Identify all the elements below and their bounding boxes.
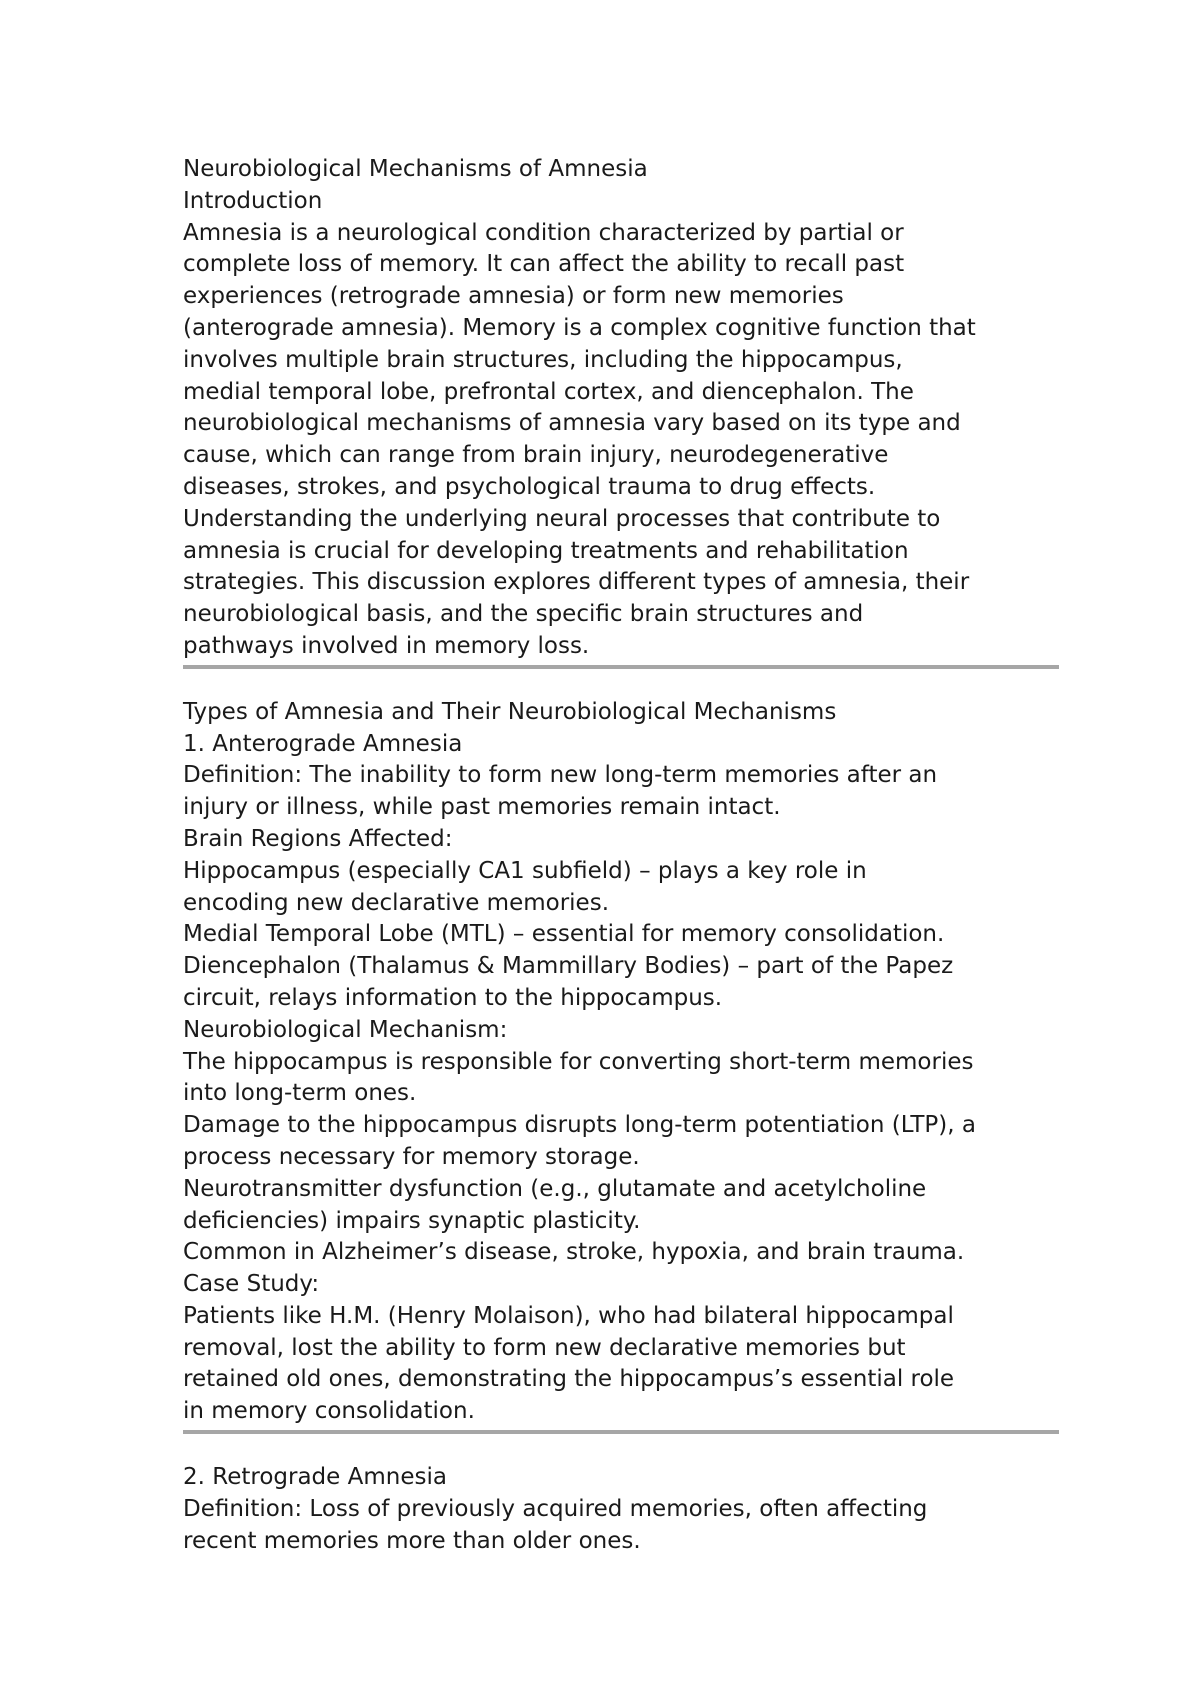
types-section bbox=[183, 697, 1063, 1428]
body-line: Neurobiological Mechanism: bbox=[183, 1016, 508, 1043]
intro-line: medial temporal lobe, prefrontal cortex, and diencephalon. The bbox=[183, 378, 914, 405]
intro-line: strategies. This discussion explores different types of amnesia, their bbox=[183, 569, 970, 596]
body-line: Common in Alzheimer’s disease, stroke, hypoxia, and brain trauma. bbox=[183, 1239, 965, 1266]
subsection-heading: 2. Retrograde Amnesia bbox=[183, 1464, 447, 1491]
body-line: in memory consolidation. bbox=[183, 1398, 475, 1425]
body-line: retained old ones, demonstrating the hippocampus’s essential role bbox=[183, 1366, 955, 1393]
intro-line: complete loss of memory. It can affect the ability to recall past bbox=[183, 251, 905, 278]
body-line: removal, lost the ability to form new declarative memories but bbox=[183, 1334, 906, 1361]
section-gap bbox=[183, 1434, 1063, 1462]
document-page bbox=[183, 154, 1063, 1557]
intro-heading: Introduction bbox=[183, 187, 323, 214]
intro-line: (anterograde amnesia). Memory is a complex cognitive function that bbox=[183, 314, 976, 341]
body-line: into long-term ones. bbox=[183, 1080, 417, 1107]
intro-line: amnesia is crucial for developing treatments and rehabilitation bbox=[183, 537, 909, 564]
body-line: Patients like H.M. (Henry Molaison), who had bilateral hippocampal bbox=[183, 1302, 954, 1329]
body-line: Diencephalon (Thalamus & Mammillary Bodies) – part of the Papez bbox=[183, 953, 954, 980]
subsection-heading: 1. Anterograde Amnesia bbox=[183, 730, 463, 757]
intro-line: involves multiple brain structures, including the hippocampus, bbox=[183, 346, 903, 373]
intro-line: diseases, strokes, and psychological trauma to drug effects. bbox=[183, 473, 876, 500]
body-line: circuit, relays information to the hippocampus. bbox=[183, 984, 723, 1011]
intro-line: neurobiological basis, and the specific brain structures and bbox=[183, 601, 864, 628]
document-title: Neurobiological Mechanisms of Amnesia bbox=[183, 156, 648, 182]
section-heading: Types of Amnesia and Their Neurobiological Mechanisms bbox=[183, 698, 837, 725]
body-line: Hippocampus (especially CA1 subfield) – plays a key role in bbox=[183, 857, 867, 884]
intro-section bbox=[183, 154, 1063, 663]
body-line: Definition: The inability to form new long-term memories after an bbox=[183, 762, 938, 789]
intro-line: Understanding the underlying neural processes that contribute to bbox=[183, 505, 941, 532]
body-line: process necessary for memory storage. bbox=[183, 1143, 640, 1170]
section-gap bbox=[183, 669, 1063, 697]
body-line: encoding new declarative memories. bbox=[183, 889, 610, 916]
intro-line: experiences (retrograde amnesia) or form new memories bbox=[183, 283, 844, 310]
body-line: injury or illness, while past memories remain intact. bbox=[183, 794, 781, 821]
intro-line: cause, which can range from brain injury, neurodegenerative bbox=[183, 442, 889, 469]
body-line: The hippocampus is responsible for converting short-term memories bbox=[183, 1048, 974, 1075]
body-line: Medial Temporal Lobe (MTL) – essential for memory consolidation. bbox=[183, 921, 945, 948]
intro-line: Amnesia is a neurological condition characterized by partial or bbox=[183, 219, 904, 246]
body-line: Damage to the hippocampus disrupts long-term potentiation (LTP), a bbox=[183, 1112, 976, 1139]
body-line: deficiencies) impairs synaptic plasticity. bbox=[183, 1207, 641, 1234]
body-line: Neurotransmitter dysfunction (e.g., glutamate and acetylcholine bbox=[183, 1175, 927, 1202]
body-line: recent memories more than older ones. bbox=[183, 1527, 641, 1554]
body-line: Brain Regions Affected: bbox=[183, 825, 453, 852]
retrograde-section bbox=[183, 1462, 1063, 1557]
body-line: Definition: Loss of previously acquired memories, often affecting bbox=[183, 1495, 928, 1522]
body-line: Case Study: bbox=[183, 1271, 320, 1298]
intro-line: pathways involved in memory loss. bbox=[183, 632, 590, 659]
intro-line: neurobiological mechanisms of amnesia vary based on its type and bbox=[183, 410, 961, 437]
